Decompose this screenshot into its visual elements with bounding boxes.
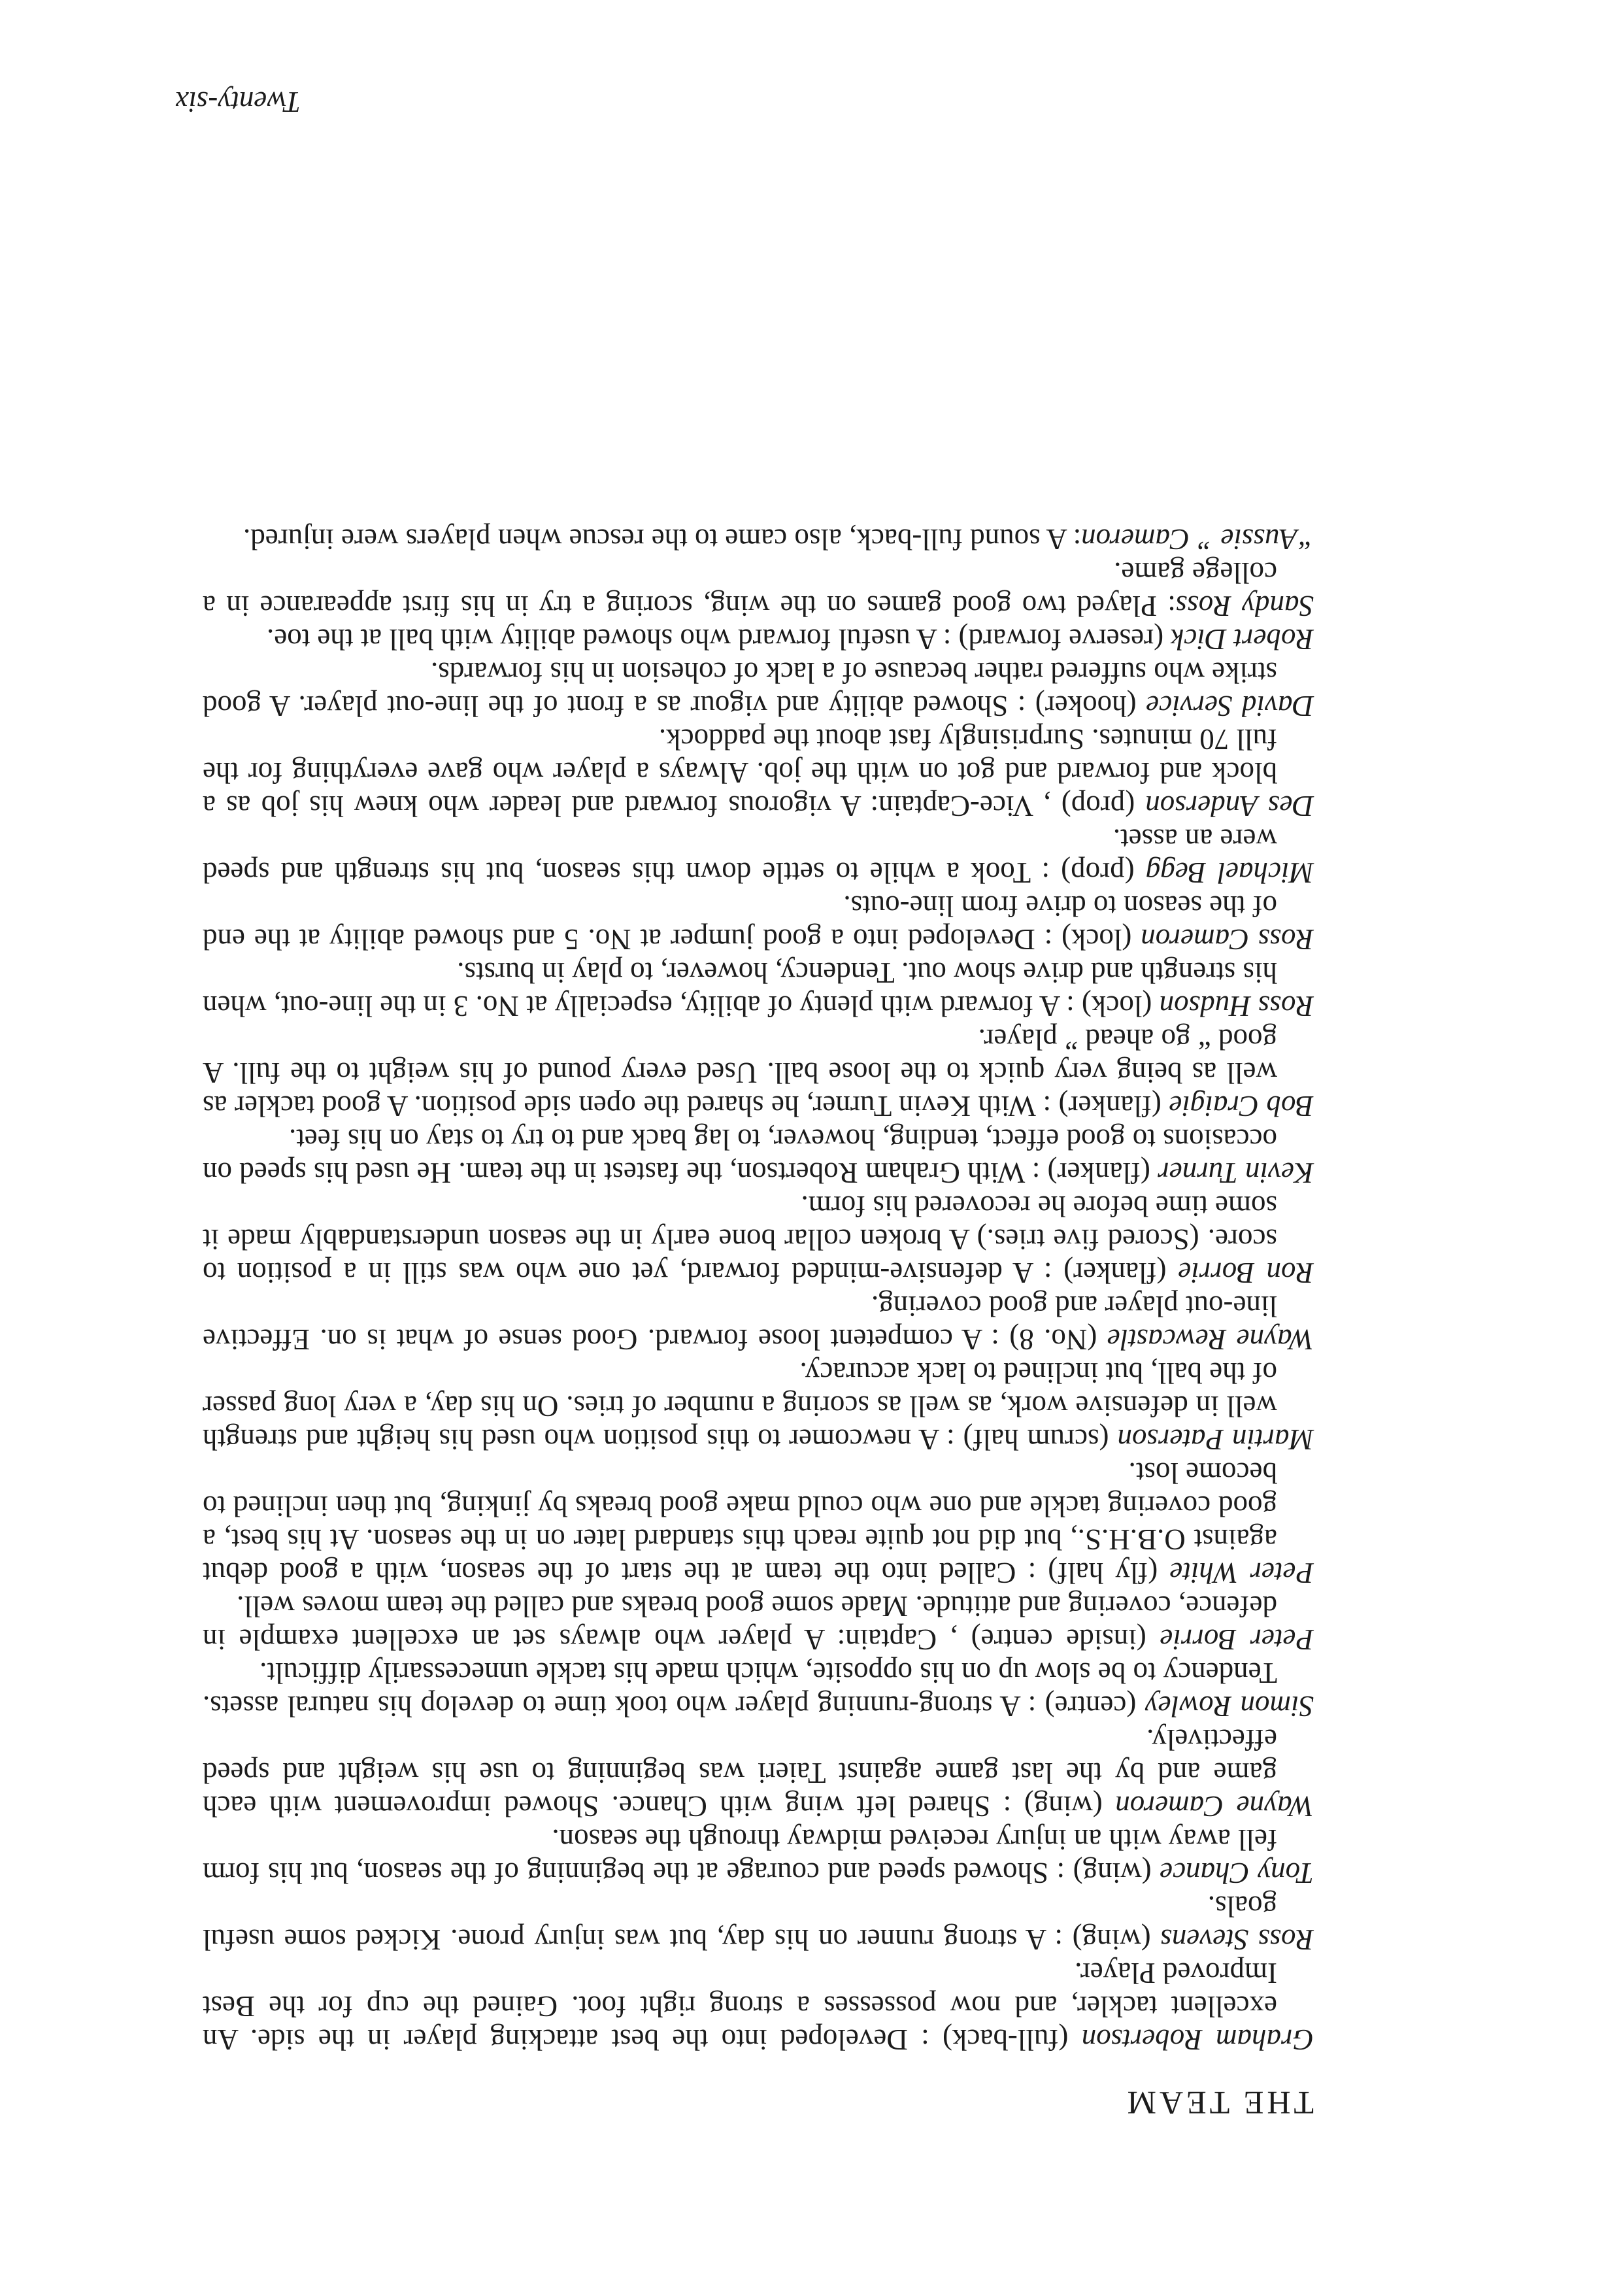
player-description: (prop) : Took a while to settle down this season, but his strength and speed were an asset.: [203, 823, 1277, 889]
player-name: “Aussie ” Cameron: [1081, 523, 1314, 556]
player-description: (centre) : A strong-running player who took time to develop his natural assets. Tendency to be slow up on his opposite, which made his tackle unnecessarily difficult.: [203, 1657, 1277, 1723]
player-name: Sandy Ross: [1175, 590, 1314, 622]
player-entry: [203, 1123, 1314, 1189]
player-name: David Service: [1146, 690, 1314, 722]
player-entry: [203, 1823, 1314, 1889]
player-entry: [203, 556, 1314, 622]
player-name: Peter White: [1169, 1557, 1314, 1589]
player-description: (lock) : A forward with plenty of ability, especially at No. 3 in the line-out, when his strength and drive show out. Tendency, however, to play in bursts.: [202, 956, 1277, 1022]
player-description: (wing) : Shared left wing with Chance. Showed improvement with each game and by the last game against Taieri was beginning to use his weight and speed effectively.: [203, 1723, 1277, 1823]
player-entry: [203, 1723, 1314, 1823]
player-name: Graham Robertson: [1081, 2023, 1314, 2056]
player-name: Wayne Rewcastle: [1107, 1323, 1314, 1356]
player-entry: [203, 1889, 1314, 1956]
player-description: (hooker) : Showed ability and vigour as a front of the line-out player. A good strike who suffered rather because of a lack of cohesion in his forwards.: [203, 656, 1277, 722]
player-description: (inside centre) , Captain: A player who always set an excellent example in defence, covering and attitude. Made some good breaks and called the team moves well.: [202, 1590, 1277, 1656]
player-entry: [203, 1956, 1314, 2056]
player-name: Ron Borrie: [1178, 1257, 1314, 1289]
player-name: Peter Borrie: [1160, 1623, 1314, 1656]
player-name: Martin Paterson: [1117, 1423, 1314, 1456]
player-name: Ross Hudson: [1159, 990, 1314, 1022]
player-name: Tony Chance: [1160, 1857, 1314, 1889]
player-entry: [203, 622, 1314, 656]
player-entry: [203, 1189, 1314, 1289]
player-entry: [203, 1656, 1314, 1723]
player-name: Ross Stevens: [1160, 1923, 1314, 1956]
player-description: (lock) : Developed into a good jumper at No. 5 and showed ability at the end of the season to drive from line-outs.: [203, 890, 1277, 956]
player-description: (flanker) : A defensive-minded forward, yet one who was still in a position to score. (Scored five tries.) A broken collar bone early in the season understandably made it some time before he recovered his form.: [203, 1190, 1277, 1289]
player-description: (flanker) : With Graham Robertson, the fastest in the team. He used his speed on occasions to good effect, tending, however, to lag back and to try to stay on his feet.: [203, 1123, 1277, 1189]
player-entry: [203, 889, 1314, 956]
player-entry: [203, 1022, 1314, 1123]
player-name: Kevin Turner: [1158, 1156, 1314, 1189]
player-description: (No. 8) : A competent loose forward. Good sense of what is on. Effective line-out player and good covering.: [203, 1290, 1277, 1356]
player-description: (fly half) : Called into the team at the start of the season, with a good debut against O.B.H.S., but did not quite reach this standard later on in the season. At his best, a good covering tackle and one who could make good breaks by jinking, but then inclined to become lost.: [203, 1457, 1277, 1589]
player-name: Des Anderson: [1145, 790, 1314, 822]
player-description: (prop) , Vice-Captain: A vigorous forward and leader who knew his job as a block and forward and got on with the job. Always a player who gave everything for the full 70 minutes. Surprisingly fast about the paddock.: [202, 723, 1277, 822]
player-entry: [203, 822, 1314, 889]
player-name: Simon Rowley: [1145, 1690, 1314, 1723]
player-description: (wing) : Showed speed and courage at the beginning of the season, but his form fell away with an injury received midway through the season.: [203, 1823, 1277, 1889]
player-entry: [203, 722, 1314, 822]
player-entry: [203, 956, 1314, 1022]
player-entry: [203, 1356, 1314, 1456]
player-name: Robert Dick: [1171, 623, 1314, 656]
player-description: (full-back) : Developed into the best attacking player in the side. An excellent tackler, and now possesses a strong right foot. Gained the cup for the Best Improved Player.: [203, 1957, 1277, 2056]
player-description: (wing) : A strong runner on his day, but was injury prone. Kicked some useful goals.: [203, 1890, 1277, 1956]
document-body: [203, 522, 1314, 2119]
player-description: (flanker) : With Kevin Turner, he shared the open side position. A good tackler as well as being very quick to the loose ball. Used every pound of his weight to the full. A good “ go ahead ” player.: [203, 1023, 1277, 1123]
player-entry: [203, 1456, 1314, 1589]
page-heading: THE TEAM: [1124, 2085, 1314, 2121]
player-entry: [203, 1589, 1314, 1656]
player-name: Michael Begg: [1145, 856, 1314, 889]
player-description: (reserve forward) : A useful forward who showed ability with ball at the toe.: [266, 623, 1171, 656]
player-description: : Played two good games on the wing, scoring a try in his first appearance in a college game.: [203, 556, 1277, 622]
player-name: Bob Craigie: [1169, 1090, 1314, 1123]
player-name: Ross Cameron: [1141, 923, 1314, 956]
player-description: (scrum half) : A newcomer to this position who used his height and strength well in defensive work, as well as scoring a number of tries. On his day, a very long passer of the ball, but inclined to lack accuracy.: [203, 1357, 1277, 1456]
player-entry: [203, 656, 1314, 722]
player-list: [203, 522, 1314, 2056]
player-name: Wayne Cameron: [1115, 1790, 1314, 1823]
player-entry: [203, 522, 1314, 556]
page-number: Twenty-six: [175, 86, 301, 118]
player-entry: [203, 1289, 1314, 1356]
player-description: : A sound full-back, also came to the rescue when players were injured.: [243, 523, 1082, 556]
